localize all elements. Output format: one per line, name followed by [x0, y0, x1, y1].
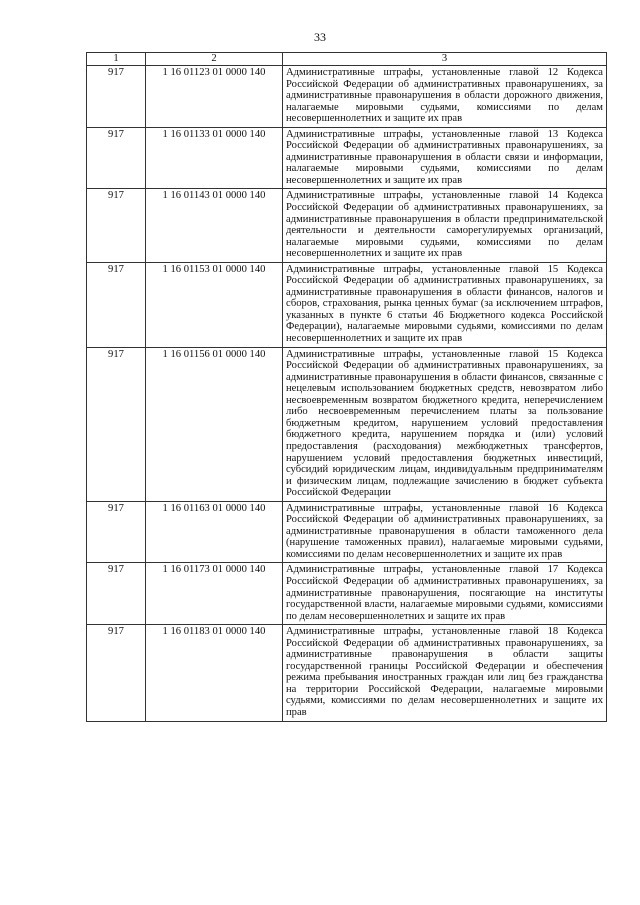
budget-code-cell: 1 16 01173 01 0000 140: [146, 563, 283, 625]
administrator-code-cell: 917: [87, 189, 146, 262]
revenue-description-cell: Административные штрафы, установленные главой 17 Кодекса Российской Федерации об административных правонарушениях, за административные правонарушения, посягающие на институты государственной власти, налагаемые мировыми судьями, комиссиями по делам несовершеннолетних и защите их прав: [283, 563, 607, 625]
revenue-description-cell: Административные штрафы, установленные главой 15 Кодекса Российской Федерации об административных правонарушениях, за административные правонарушения в области финансов, связанные с нецелевым использованием бюджетных средств, невозвратом либо несвоевременным возвратом бюджетного кредита, неперечислением либо несвоевременным перечислением платы за пользование бюджетным кредитом, нарушением условий предоставления бюджетного кредита, нарушением порядка и (или) условий предоставления (расходования) межбюджетных трансфертов, нарушением условий предоставления бюджетных инвестиций, субсидий юридическим лицам, индивидуальным предпринимателям и физическим лицам, подлежащие зачислению в бюджет субъекта Российской Федерации: [283, 347, 607, 501]
budget-revenue-table: [86, 52, 607, 722]
administrator-code-cell: 917: [87, 262, 146, 347]
administrator-code-cell: 917: [87, 563, 146, 625]
administrator-code-cell: 917: [87, 347, 146, 501]
table-row: [87, 66, 607, 128]
revenue-description-cell: Административные штрафы, установленные главой 18 Кодекса Российской Федерации об административных правонарушениях, за административные правонарушения в области защиты государственной границы Российской Федерации и обеспечения режима пребывания иностранных граждан или лиц без гражданства на территории Российской Федерации, налагаемые мировыми судьями, комиссиями по делам несовершеннолетних и защите их прав: [283, 625, 607, 721]
revenue-description-cell: Административные штрафы, установленные главой 12 Кодекса Российской Федерации об административных правонарушениях, за административные правонарушения в области дорожного движения, налагаемые мировыми судьями, комиссиями по делам несовершеннолетних и защите их прав: [283, 66, 607, 128]
budget-code-cell: 1 16 01143 01 0000 140: [146, 189, 283, 262]
administrator-code-cell: 917: [87, 66, 146, 128]
column-header-1: 1: [87, 53, 146, 66]
table-row: [87, 563, 607, 625]
table-row: [87, 347, 607, 501]
column-header-3: 3: [283, 53, 607, 66]
budget-code-cell: 1 16 01183 01 0000 140: [146, 625, 283, 721]
revenue-description-cell: Административные штрафы, установленные главой 16 Кодекса Российской Федерации об административных правонарушениях, за административные правонарушения в области таможенного дела (нарушение таможенных правил), налагаемые мировыми судьями, комиссиями по делам несовершеннолетних и защите их прав: [283, 501, 607, 563]
table-row: [87, 262, 607, 347]
table-row: [87, 127, 607, 189]
page-number: 33: [314, 30, 326, 44]
revenue-description-cell: Административные штрафы, установленные главой 15 Кодекса Российской Федерации об административных правонарушениях, за административные правонарушения в области финансов, налогов и сборов, страхования, рынка ценных бумаг (за исключением штрафов, указанных в пункте 6 статьи 46 Бюджетного кодекса Российской Федерации), налагаемые мировыми судьями, комиссиями по делам несовершеннолетних и защите их прав: [283, 262, 607, 347]
administrator-code-cell: 917: [87, 501, 146, 563]
budget-code-cell: 1 16 01156 01 0000 140: [146, 347, 283, 501]
budget-code-cell: 1 16 01153 01 0000 140: [146, 262, 283, 347]
revenue-description-cell: Административные штрафы, установленные главой 14 Кодекса Российской Федерации об административных правонарушениях, за административные правонарушения в области предпринимательской деятельности и деятельности саморегулируемых организаций, налагаемые мировыми судьями, комиссиями по делам несовершеннолетних и защите их прав: [283, 189, 607, 262]
administrator-code-cell: 917: [87, 625, 146, 721]
column-header-2: 2: [146, 53, 283, 66]
budget-code-cell: 1 16 01163 01 0000 140: [146, 501, 283, 563]
table-row: [87, 625, 607, 721]
administrator-code-cell: 917: [87, 127, 146, 189]
budget-code-cell: 1 16 01123 01 0000 140: [146, 66, 283, 128]
budget-code-cell: 1 16 01133 01 0000 140: [146, 127, 283, 189]
revenue-description-cell: Административные штрафы, установленные главой 13 Кодекса Российской Федерации об административных правонарушениях, за административные правонарушения в области связи и информации, налагаемые мировыми судьями, комиссиями по делам несовершеннолетних и защите их прав: [283, 127, 607, 189]
table-row: [87, 501, 607, 563]
table-header-row: [87, 53, 607, 66]
table-row: [87, 189, 607, 262]
